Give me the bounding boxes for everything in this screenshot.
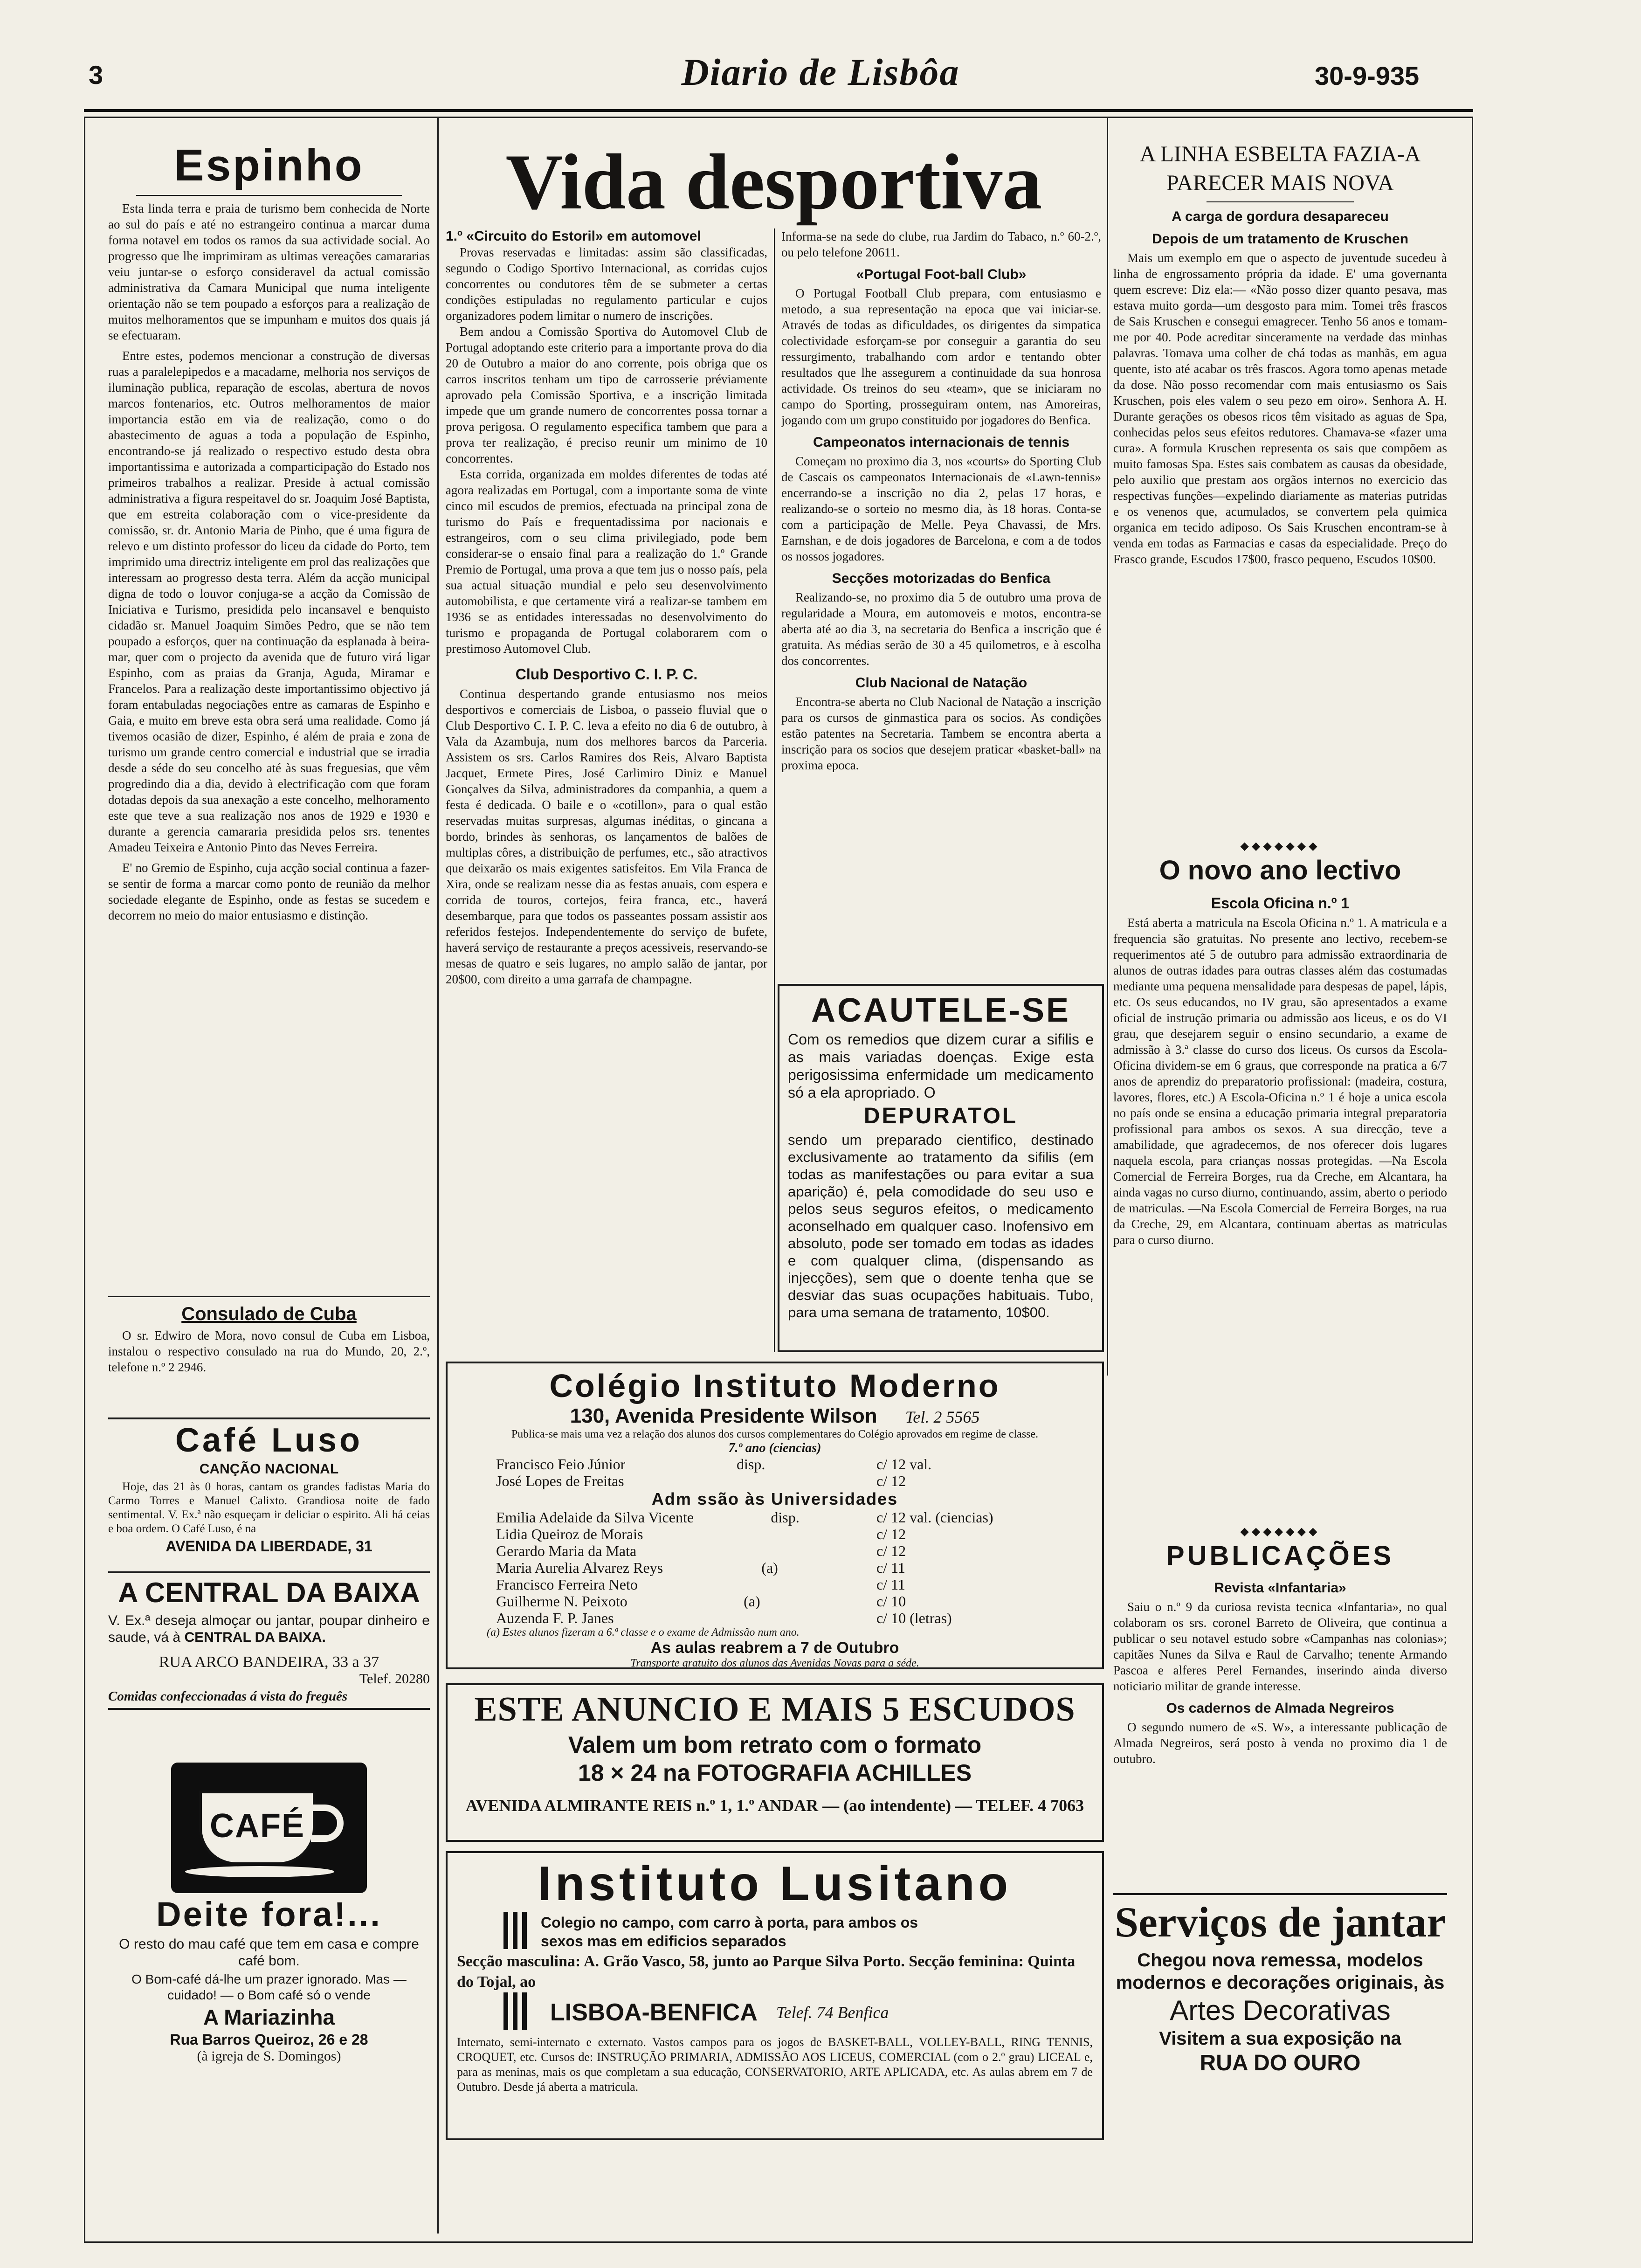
cup-handle [311,1805,344,1842]
lusitano-text: Internato, semi-internato e externato. Vastos campos para os jogos de BASKET-BALL, VOLLEY-BALL, RING TENNIS, CROQUET, etc. Cursos de: INSTRUÇÃO PRIMARIA, ADMISSÃO AOS LICEUS, COMERCIAL (com o 2.º grau) LICEAL e, para as meninas, mais os que completam a sua educação, CONSERVATORIO, ARTE APLICADA, etc. As aulas abrem em 7 de Outubro. Desde já aberta a matricula. [457,2035,1093,2094]
cafe-text: O resto do mau café que tem em casa e compre café bom. [119,1936,419,1969]
divider [108,1708,430,1710]
student-mark: (a) [744,1593,760,1610]
colegio-address: 130, Avenida Presidente Wilson [570,1404,877,1427]
column-rule-2 [1107,117,1108,1376]
servicos-street: RUA DO OURO [1200,2051,1361,2075]
almada-sub: Os cadernos de Almada Negreiros [1166,1701,1394,1716]
student-value: c/ 12 [876,1542,906,1559]
student-row [496,1509,1072,1526]
acautele-text-1: Com os remedios que dizem curar a sifilis e as mais variadas doenças. Exige esta perigosissima enfermidade um medicamento só a ela apropriado. O [788,1031,1094,1101]
student-row [496,1473,1072,1489]
colegio-footnote: (a) Estes alunos fizeram a 6.ª classe e o exame de Admissão num ano. [487,1626,800,1639]
colegio-transport: Transporte gratuito dos alunos das Avenidas Novas para a séde. [630,1657,919,1669]
lusitano-ad [446,1851,1104,2140]
cafe-luso-title: Café Luso [175,1422,363,1459]
student-name: Auzenda F. P. Janes [496,1610,614,1626]
lusitano-line-2: Secção masculina: A. Grão Vasco, 58, junto ao Parque Silva Porto. Secção feminina: Quinta do Tojal, ao [457,1953,1076,1991]
masthead: Diario de Lisbôa [681,51,960,93]
central-footer: Comidas confeccionadas á vista do freguês [108,1689,348,1704]
central-text [108,1612,430,1646]
publicacoes-sub: Revista «Infantaria» [1214,1580,1346,1596]
central-title: A CENTRAL DA BAIXA [118,1577,420,1608]
student-row [496,1576,1072,1593]
colegio-group-2 [459,1509,1091,1626]
student-value: c/ 10 [876,1593,906,1610]
consulado-notice [108,1296,430,1375]
almada-text: O segundo numero de «S. W», a interessante publicação de Almada Negreiros, será posto à venda no proximo dia 1 de outubro. [1113,1720,1447,1766]
anuncio-line-1: Valem um bom retrato com o formato [568,1732,982,1758]
student-row [496,1526,1072,1542]
student-name: Guilherme N. Peixoto [496,1593,627,1610]
servicos-visit: Visitem a sua exposição na [1159,2028,1401,2049]
central-address: RUA ARCO BANDEIRA, 33 a 37 [159,1653,379,1671]
natacao-text: Encontra-se aberta no Club Nacional de Natação a inscrição para os cursos de ginmastica para os socios. As condições estão patentes na Secretaria. Tambem se encontra aberta a inscrição para os socios que desejem praticar «basket-ball» na proxima epoca. [781,695,1101,772]
student-mark: disp. [736,1456,765,1473]
lusitano-line-1: Colegio no campo, com carro à porta, para ambos os sexos mas em edificios separados [541,1914,918,1950]
acautele-text-2: sendo um preparado cientifico, destinado exclusivamente ao tratamento da sifilis (em todas as manifestações ou para evitar a sua aparição) é, pela comodidade do seu uso e pelos seus seguros efeitos, o medicamento aconselhado em qualquer caso. Inofensivo em absoluto, pode ser tomado em todas as idades e com qualquer clima, (dispensando as injecções), sem que o doente tenha que se desviar das suas ocupações habituais. Tubo, para uma semana de tratamento, 10$00. [788,1132,1094,1321]
central-text-main: V. Ex.ª deseja almoçar ou jantar, poupar dinheiro e saude, vá à [108,1613,430,1645]
student-value: c/ 12 [876,1473,906,1489]
cafe-cup-illustration [171,1763,367,1893]
cafe-address: Rua Barros Queiroz, 26 e 28 [170,2031,368,2048]
student-name: Francisco Ferreira Neto [496,1576,638,1593]
colegio-year7: 7.º ano (ciencias) [728,1441,821,1455]
cafe-headline: Deite fora!... [156,1895,382,1934]
vida-col-1 [446,228,767,987]
student-mark: disp. [771,1509,800,1526]
ano-lectivo-text: Está aberta a matricula na Escola Oficina n.º 1. A matricula e a frequencia são gratuitas. No presente ano lectivo, recebem-se requerimentos até 5 de outubro para admissão extraordinaria de alunos de outras idades para outras classes além das costumadas mediante uma pequena mensalidade para despesas de papel, lápis, etc. Os seus educandos, no IV grau, são apresentados a exame oficial de instrução primaria ou admissão aos liceus, e os do VI grau, que desejarem seguir o ensino secundario, a exame de admissão à 3.ª classe do curso dos liceus. Os cursos da Escola-Oficina dividem-se em 6 graus, que corresponde na pratica a 6/7 anos de aprendiz do preparatorio profissional: (madeira, costura, lavores, flores, etc.) A Escola-Oficina n.º 1 é hoje a unica escola no país onde se ensina a educação primaria integral preparatoria profissional para ambos os sexos. A sua direcção, teve a amabilidade, que agradecemos, de nos oferecer dois lugares naquela escola, para crianças nossas protegidas. —Na Escola Comercial de Ferreira Borges, rua da Creche, em Alcantara, ha ainda vagas no curso diurno, continuando, assim, aberto o periodo de matriculas. —Na Escola Comercial de Ferreira Borges, na rua da Creche, 29, em Alcantara, continuam abertas as matriculas para o curso diurno. [1113,916,1447,1247]
student-row [496,1542,1072,1559]
column-rule-mid [774,228,775,1352]
cipc-head: Club Desportivo C. I. P. C. [515,666,698,683]
linha-sub-2: Depois de um tratamento de Kruschen [1151,231,1409,247]
bars-decoration [503,1992,531,2032]
anuncio-ad [446,1683,1104,1842]
cafe-luso-text: Hoje, das 21 às 0 horas, cantam os grandes fadistas Maria do Carmo Torres e Manuel Calixto. Grandiosa noite de fado sentimental. V. Ex.ª não esqueçam ir deliciar o espirito. Ali há ceias e boa ordem. O Café Luso, é na [108,1480,430,1535]
cafe-luso-ad [108,1418,430,1555]
divider-dots: ◆◆◆◆◆◆◆ [1240,840,1320,852]
student-name: Francisco Feio Júnior [496,1456,626,1473]
servicos-ad [1113,1893,1447,2077]
consulado-text: O sr. Edwiro de Mora, novo consul de Cuba em Lisboa, instalou o respectivo consulado na rua do Mundo, 20, 2.º, telefone n.º 2 2946. [108,1328,430,1374]
page-number: 3 [89,60,103,90]
student-row [496,1593,1072,1610]
benfica-text: Realizando-se, no proximo dia 5 de outubro uma prova de regularidade a Moura, em automoveis e motos, encontra-se aberta até ao dia 3, na secretaria do Benfica a inscrição que é gratuita. As médias serão de 30 a 45 quilometros, e à escolha dos concorrentes. [781,590,1101,668]
pfc-text: O Portugal Football Club prepara, com entusiasmo e metodo, a sua representação na epoca que vai iniciar-se. Através de todas as dificuldades, os dirigentes da simpatica colectividade esforçam-se por conseguir a garantia do seu ressurgimento, trabalhando com ardor e tentando obter resultados que lhe assegurem a continuidade da sua honrosa actividade. Os treinos do seu «team», que se iniciaram no campo do Sporting, prosseguiram ontem, nas Amoreiras, jogando com um grupo constituido por jogadores do Benfica. [781,286,1101,427]
student-row [496,1559,1072,1576]
benfica-head: Secções motorizadas do Benfica [832,571,1051,586]
anuncio-title: ESTE ANUNCIO E MAIS 5 ESCUDOS [474,1690,1076,1729]
student-value: c/ 12 val. (ciencias) [876,1509,993,1526]
vida-title: Vida desportiva [505,138,1042,226]
espinho-title: Espinho [174,140,364,190]
linha-title: A LINHA ESBELTA FAZIA-A PARECER MAIS NOVA [1139,142,1421,195]
student-name: Gerardo Maria da Mata [496,1542,637,1559]
student-value: c/ 12 [876,1526,906,1542]
colegio-intro: Publica-se mais uma vez a relação dos alunos dos cursos complementares do Colégio aprovados em regime de classe. [511,1428,1039,1440]
linha-sub-1: A carga de gordura desapareceu [1172,209,1389,224]
student-mark: (a) [761,1559,778,1576]
publicacoes-text: Saiu o n.º 9 da curiosa revista tecnica «Infantaria», no qual colaboram os srs. coronel Barreto de Oliveira, que continua a publicar o seu notavel estudo sobre «Campanhas nas colonias»; capitães Nunes da Silva e Raul de Carvalho; tenente Armando Pascoa e alferes Perel Fernandes, inserindo ainda diverso noticiario militar de grande interesse. [1113,1600,1447,1693]
title-rule [136,195,402,196]
vida-paragraph: Esta corrida, organizada em moldes diferentes de todas até agora realizadas em Portugal, com a importante soma de vinte cinco mil escudos de premios, efectuada na principal zona de turismo do País e frequentadissima por nacionais e estrangeiros, com o seu clima privilegiado, pode bem considerar-se o ensaio final para a realização do 1.º Grande Premio de Portugal, uma prova a que tem jus o nosso país, pela sua actual situação mundial e pelo seu desenvolvimento automobilista, e que certamente virá a realizar-se tambem em 1936 se as entidades interessadas no desenvolvimento do turismo e propaganda de Portugal colaborarem com o prestimoso Automovel Club. [446,467,767,656]
ano-lectivo-title: O novo ano lectivo [1159,855,1401,885]
cafe-ad [108,1763,430,2064]
student-name: José Lopes de Freitas [496,1473,624,1489]
student-row [496,1456,1072,1473]
servicos-shop: Artes Decorativas [1170,1995,1391,2026]
central-text-bold: CENTRAL DA BAIXA. [184,1630,326,1645]
colegio-reopen: As aulas reabrem a 7 de Outubro [650,1639,899,1657]
servicos-text: Chegou nova remessa, modelos modernos e decorações originais, às [1116,1950,1445,1993]
anuncio-line-2: 18 × 24 na FOTOGRAFIA ACHILLES [578,1760,972,1786]
student-value: c/ 10 (letras) [876,1610,952,1626]
student-row [496,1610,1072,1626]
column-rule-1 [437,117,439,2233]
espinho-paragraph: Esta linda terra e praia de turismo bem conhecida de Norte ao sul do país e até no estrangeiro continua a marcar duma forma notavel em todos os ramos da sua actividade social. Ao progresso que lhe imprimiram as ultimas vereações camararias veiu juntar-se o esforço consideravel da actual comissão administrativa da Camara Municipal que numa inteligente orientação não se tem poupado a esforços para a realização de muitos melhoramentos que se impunham e muitos dos quais já se efectuaram. [108,201,430,342]
espinho-article [108,140,430,923]
vida-col-2 [781,228,1101,773]
student-name: Maria Aurelia Alvarez Reys [496,1559,663,1576]
ano-lectivo-article [1113,839,1447,1248]
acautele-title: ACAUTELE-SE [811,992,1070,1029]
lusitano-phone: Telef. 74 Benfica [776,2003,889,2022]
cipc-text: Continua despertando grande entusiasmo nos meios desportivos e comerciais de Lisboa, o passeio fluvial que o Club Desportivo C. I. P. C. leva a efeito no dia 6 de outubro, à Vala da Azambuja, num dos melhores barcos da Parceria. Assistem os srs. Carlos Ramires dos Reis, Alvaro Baptista Jacquet, Ermete Pires, José Carlimiro Diniz e Manuel Gonçalves da Silva, administradores da companhia, a quem a festa é dedicada. O baile e o «cotillon», para o qual estão reservadas muitas surpresas, algumas inéditas, o gincana a bordo, brindes às senhoras, os lançamentos de balões de multiplas côres, a distribuição de perfumes, etc., são atractivos que deixarão os mais exigentes satisfeitos. Em Vila Franca de Xira, onde se realizam nesse dia as festas anuais, com espera e corrida de touros, cortejos, feira franca, etc., haverá desembarque, para que todos os passeantes possam assistir aos referidos festejos. Independentemente do serviço de bufete, haverá serviço de restaurante a preços acessiveis, reservando-se mesas de quatro e seis lugares, no amplo salão de jantar, por 20$00, com direito a uma garrafa de champagne. [446,687,767,986]
consulado-title: Consulado de Cuba [181,1304,357,1324]
linha-text: Mais um exemplo em que o aspecto de juventude sucedeu à linha de engrossamento própria da idade. E' uma governanta quem escreve: Diz ela:— «Não posso dizer quanto pesava, mas estava muito gorda—um desgosto para mim. Tomei três frascos de Sais Kruschen e consegui emagrecer. Tenho 56 anos e tomam-me por 40. Pode acreditar sinceramente na verdade das minhas palavras. Tomava uma colher de chá todas as manhãs, em agua quente, isto até acabar os três frascos. Agora tomo apenas metade da dose. Não posso recomendar com mais entusiasmo os Sais Kruschen, pois eles valem o seu pezo em oiro». Senhora A. H. Durante gerações os obesos ricos têm visitado as aguas de Spa, conhecidas pelos seus efeitos redutores. Chamava-se «fazer uma cura». A formula Kruschen representa os sais que compõem as muito famosas Spa. Estes sais combatem as causas da obesidade, pelo auxilio que prestam aos orgãos internos no exercicio das respectivas funções—expelindo diariamente as materias putridas e os venenos que, acumulados, se convertem pela quimica organica em tecido adiposo. Os Sais Kruschen encontram-se à venda em todas as Farmacias e casas da especialidade. Preço do Frasco grande, Escudos 17$00, frasco pequeno, Escudos 10$00. [1113,251,1447,566]
student-value: c/ 11 [876,1559,905,1576]
cafe-luso-subtitle: CANÇÃO NACIONAL [199,1461,339,1477]
divider [1207,201,1354,202]
student-value: c/ 11 [876,1576,905,1593]
lusitano-city: LISBOA-BENFICA [550,1998,758,2026]
colegio-admission: Adm ssão às Universidades [651,1489,898,1508]
colegio-ad [446,1362,1104,1669]
anuncio-address: AVENIDA ALMIRANTE REIS n.º 1, 1.º ANDAR — (ao intendente) — TELEF. 4 7063 [465,1796,1084,1815]
divider [108,1296,430,1297]
ano-lectivo-sub: Escola Oficina n.º 1 [1211,895,1350,912]
tennis-text: Começam no proximo dia 3, nos «courts» do Sporting Club de Cascais os campeonatos Internacionais de «Lawn-tennis» encerrando-se a inscrição no dia 2, pelas 17 horas, e realizando-se o sorteio no mesmo dia, às 18 horas. Conta-se com a participação de Melle. Peya Chavassi, de Mrs. Earnshan, e de dois jogadores de Barcelona, e com a de todos os nossos jogadores. [781,454,1101,563]
cup-label: CAFÉ [210,1807,305,1845]
vida-paragraph: Bem andou a Comissão Sportiva do Automovel Club de Portugal adoptando este criterio para a importante prova do dia 20 de Outubro a maior do ano corrente, pois obriga que os carros inscritos tenham um tipo de carrosserie préviamente aprovado pela Comissão Sportiva, e a inscrição limitada impede que um grande numero de concorrentes possa tornar a prova perigosa. O regulamento especifica tambem que para a prova ter realização, é preciso reunir um minimo de 10 concorrentes. [446,325,767,465]
divider-dots: ◆◆◆◆◆◆◆ [1240,1526,1320,1538]
colegio-phone: Tel. 2 5565 [905,1408,980,1426]
depuratol-title: DEPURATOL [863,1104,1018,1128]
central-phone: Telef. 20280 [359,1671,430,1687]
tennis-head: Campeonatos internacionais de tennis [813,435,1070,450]
publicacoes-article [1113,1525,1447,1767]
student-value: c/ 12 val. [876,1456,932,1473]
natacao-head: Club Nacional de Natação [855,675,1027,691]
publicacoes-title: PUBLICAÇÕES [1166,1541,1394,1571]
bars-decoration [503,1912,531,1951]
central-baixa-ad [108,1571,430,1710]
espinho-paragraph: E' no Gremio de Espinho, cuja acção social continua a fazer-se sentir de forma a marcar como ponto de reunião da melhor sociedade elegante de Espinho, onde as festas se sucedem e decorrem no meio do maior entusiasmo e distinção. [108,861,430,922]
vida-col2-top: Informa-se na sede do clube, rua Jardim do Tabaco, n.º 60-2.º, ou pelo telefone 20611. [781,229,1101,259]
issue-date: 30-9-935 [1315,61,1420,90]
student-name: Lidia Queiroz de Morais [496,1526,643,1542]
cafe-text-2: O Bom-café dá-lhe um prazer ignorado. Mas — cuidado! — o Bom café só o vende [131,1972,407,2002]
cafe-luso-address: AVENIDA DA LIBERDADE, 31 [165,1538,372,1555]
colegio-group-1 [459,1456,1091,1489]
acautele-ad [778,984,1104,1352]
pfc-head: «Portugal Foot-ball Club» [856,267,1027,282]
cup-saucer [185,1866,334,1877]
student-name: Emilia Adelaide da Silva Vicente [496,1509,694,1526]
masthead-rule [84,109,1473,112]
colegio-title: Colégio Instituto Moderno [549,1368,1000,1404]
circuito-head: 1.º «Circuito do Estoril» em automovel [446,228,701,244]
cafe-note: (à igreja de S. Domingos) [197,2048,341,2064]
vida-paragraph: Provas reservadas e limitadas: assim são classificadas, segundo o Codigo Sportivo Internacional, as corridas cujos concorrentes ou condutores têm de se submeter a certas condições estipuladas no regulamento particular e cujos organizadores podem limitar o numero de inscrições. [446,245,767,323]
linha-article [1113,140,1447,567]
servicos-title: Serviços de jantar [1114,1898,1446,1946]
espinho-paragraph: Entre estes, podemos mencionar a construção de diversas ruas a paralelepipedos e a macadame, melhoria nos serviços de iluminação publica, reparação de escolas, abertura de novos marcos fontenarios, etc. Outros melhoramentos de maior importancia estão em via de realização, como o do abastecimento de aguas a toda a população de Espinho, encontrando-se já realizado o respectivo estudo desta obra importantissima e autorizada a comparticipação do Estado nos primeiros trabalhos a realizar. Preside à actual comissão administrativa a figura respeitavel do sr. Joaquim José Baptista, que em estreita colaboração com o vice-presidente da comissão, sr. dr. Antonio Maria de Pinho, que é uma figura de relevo e um distinto professor do liceu da cidade do Porto, tem imprimido uma directriz inteligente em prol das realizações que interessam ao progresso desta terra. Além da acção municipal digna de todo o louvor conjuga-se a acção da Comissão de Iniciativa e Turismo, presidida pelo incansavel e benquisto cidadão sr. Manuel Joaquim Simões Pedro, que se não tem poupado a esforços, quer na continuação da esplanada à beira-mar, quer com o projecto da avenida que de futuro virá ligar Espinho, com as praias da Granja, Aguda, Miramar e Francelos. Para a realização deste importantissimo objectivo já foram entabuladas negociações entre as camaras de Espinho e Gaia, e muito em breve esta obra será uma realidade. Como já tivemos ocasião de dizer, Espinho, é além de praia e zona de turismo um grande centro comercial e industrial que se irradia desde a séde do seu concelho até às suas freguesias, que vêm progredindo dia a dia, devido à electrificação com que foram dotadas depois da sua anexação a este concelho, melhoramento este que teve a sua realização nos anos de 1929 e 1930 e durante a gerencia camararia presidida pelos srs. tenentes Amadeu Teixeira e Antonio Pinto das Neves Ferreira. [108,349,430,854]
lusitano-title: Instituto Lusitano [538,1857,1012,1911]
cafe-shop: A Mariazinha [203,2005,335,2029]
